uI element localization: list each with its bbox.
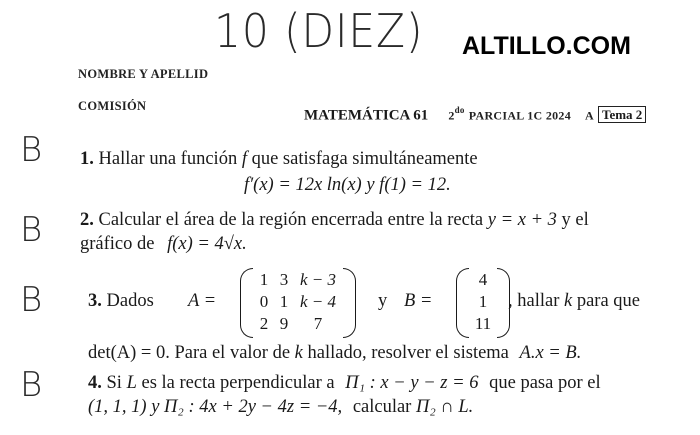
q4-plane-1: Π₁ : x − y − z = 6 (345, 373, 479, 393)
q2-line-equation: y = x + 3 (487, 210, 557, 230)
question-2-line-2 (80, 234, 247, 255)
question-1-line-1 (80, 149, 478, 170)
tema-box: Tema 2 (598, 106, 646, 123)
question-number: 3. (88, 291, 102, 311)
handwritten-mark-q4: B (20, 365, 43, 405)
q2-text-end: y el (561, 210, 589, 230)
q3-system: A.x = B. (519, 343, 582, 363)
q3-line2-end: hallado, resolver el sistema (307, 343, 509, 363)
question-4-line-1 (88, 373, 601, 394)
matrix-cell: 11 (474, 314, 492, 333)
q4-si: Si (106, 373, 122, 393)
question-1-formula: f′(x) = 12x ln(x) y f(1) = 12. (244, 175, 451, 195)
q3-det: det(A) = 0. Para el valor de (88, 343, 291, 363)
exam-number-sup: do (454, 105, 465, 115)
matrix-cell: 1 (259, 270, 269, 289)
handwritten-grade: 10 (DIEZ) (214, 4, 424, 58)
q4-intersection: Π₂ ∩ L. (415, 397, 474, 417)
matrix-B (456, 268, 510, 336)
question-2-line-1 (80, 210, 589, 231)
matrix-cell: 0 (259, 292, 269, 311)
exam-number: 2 (448, 108, 455, 123)
exam-version: A (585, 108, 594, 123)
q3-and: y (378, 291, 388, 311)
matrix-A-cells (254, 270, 342, 334)
handwritten-mark-q1: B (20, 130, 43, 170)
q1-var-f: f (241, 149, 247, 169)
q3-hallar: , hallar (508, 291, 560, 311)
subject-title: MATEMÁTICA 61 (304, 107, 429, 124)
bracket-right (343, 268, 356, 338)
q3-k-2: k (294, 343, 303, 363)
matrix-cell: 3 (279, 270, 289, 289)
handwritten-mark-q2: B (20, 210, 43, 250)
q3-line1-end (508, 291, 640, 312)
site-watermark: ALTILLO.COM (462, 32, 631, 60)
q4-plane-2: Π₂ : 4x + 2y − 4z = −4, (164, 397, 343, 417)
question-4-line-2 (88, 397, 473, 418)
q2-function: f(x) = 4√x. (167, 234, 247, 254)
matrix-cell: k − 4 (299, 292, 337, 311)
q4-calcular: calcular (352, 397, 412, 417)
q4-text-end: que pasa por el (489, 373, 601, 393)
q3-dados: Dados (106, 291, 154, 311)
handwritten-mark-q3: B (20, 280, 43, 320)
q1-text-end: que satisfaga simultáneamente (251, 149, 478, 169)
question-number: 1. (80, 149, 94, 169)
q3-B-label: B = (404, 291, 433, 311)
q4-L: L (126, 373, 137, 393)
matrix-cell: 9 (279, 314, 289, 333)
commission-label: COMISIÓN (78, 99, 147, 113)
exam-header (304, 105, 646, 124)
matrix-cell: 2 (259, 314, 269, 333)
name-label: NOMBRE Y APELLID (78, 67, 209, 81)
question-number: 2. (80, 210, 94, 230)
q4-text: es la recta perpendicular a (141, 373, 335, 393)
question-number: 4. (88, 373, 102, 393)
bracket-left (456, 268, 469, 338)
q3-k: k (564, 291, 573, 311)
q2-line2-text: gráfico de (80, 234, 155, 254)
q3-para-que: para que (576, 291, 641, 311)
matrix-cell: 1 (279, 292, 289, 311)
q2-text: Calcular el área de la región encerrada entre la recta (98, 210, 484, 230)
exam-info: PARCIAL 1C 2024 (468, 108, 572, 123)
matrix-cell: 1 (478, 292, 488, 311)
q1-text: Hallar una función (98, 149, 238, 169)
question-3-start (88, 291, 154, 312)
matrix-cell: 7 (313, 314, 323, 333)
matrix-cell: k − 3 (299, 270, 337, 289)
matrix-cell: 4 (478, 270, 488, 289)
q3-A-label: A = (188, 291, 217, 311)
question-3-line-2 (88, 343, 581, 364)
bracket-left (240, 268, 253, 338)
matrix-A (240, 268, 356, 336)
matrix-B-cells (470, 270, 496, 334)
q4-point: (1, 1, 1) y (88, 397, 160, 417)
